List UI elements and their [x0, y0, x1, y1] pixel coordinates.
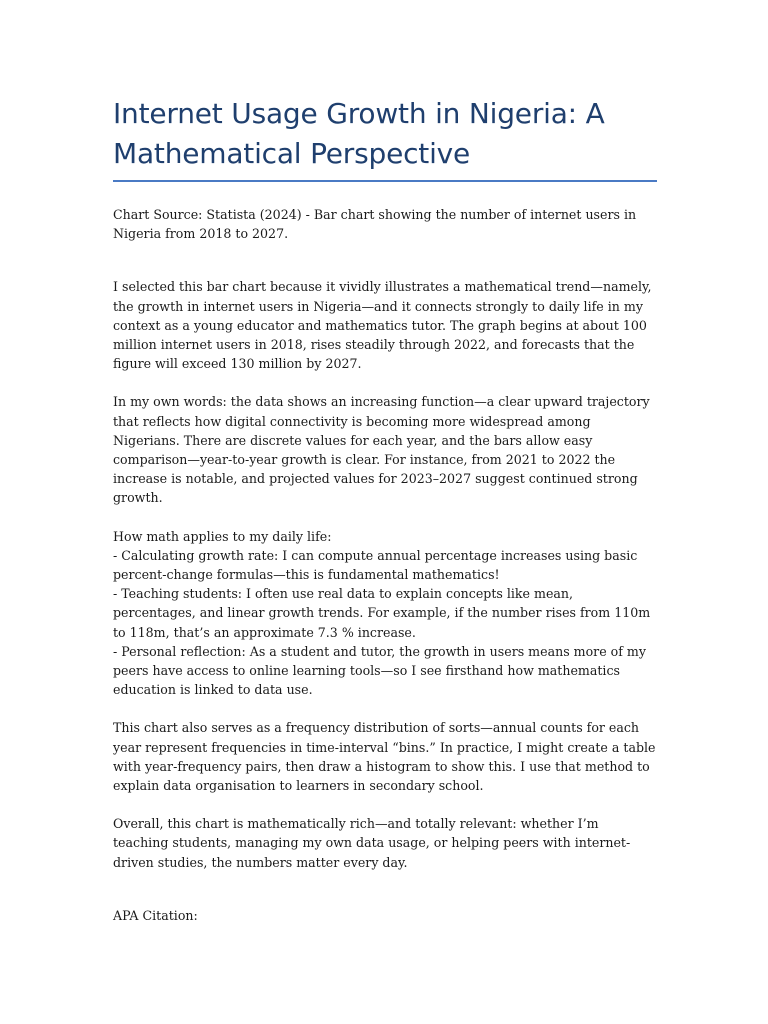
list-item-growth-rate: - Calculating growth rate: I can compute annual percentage increases using basic percent-change formulas—this is fundamental mathematics!	[113, 547, 638, 583]
intro-paragraph: I selected this bar chart because it vividly illustrates a mathematical trend—namely, the growth in internet users in Nigeria—and it connects strongly to daily life in my context as a young educator and mathematics tutor. The graph begins at about 100 million internet users in 2018, rises steadily through 2022, and forecasts that the figure will exceed 130 million by 2027.	[113, 279, 652, 372]
frequency-distribution-paragraph: This chart also serves as a frequency distribution of sorts—annual counts for each year represent frequencies in time-interval “bins.” In practice, I might create a table with year-frequency pairs, then draw a histogram to show this. I use that method to explain data organisation to learners in secondary school.	[113, 720, 656, 794]
chart-source-line: Chart Source: Statista (2024) - Bar chart showing the number of internet users in Nigeria from 2018 to 2027.	[113, 207, 637, 242]
math-daily-life-section	[113, 527, 657, 700]
document-page	[113, 94, 657, 925]
list-item-teaching-students: - Teaching students: I often use real data to explain concepts like mean, percentages, and linear growth trends. For example, if the number rises from 110m to 118m, that’s an approximate 7.3 % increase.	[113, 586, 651, 640]
own-words-paragraph: In my own words: the data shows an increasing function—a clear upward trajectory that reflects how digital connectivity is becoming more widespread among Nigerians. There are discrete values for each year, and the bars allow easy comparison—year-to-year growth is clear. For instance, from 2021 to 2022 the increase is notable, and projected values for 2023–2027 suggest continued strong growth.	[113, 394, 650, 506]
list-item-personal-reflection: - Personal reflection: As a student and tutor, the growth in users means more of my peers have access to online learning tools—so I see firsthand how mathematics education is linked to data use.	[113, 643, 646, 698]
document-title: Internet Usage Growth in Nigeria: A Mathematical Perspective	[113, 94, 657, 182]
apa-citation-label: APA Citation:	[113, 907, 198, 923]
overall-paragraph: Overall, this chart is mathematically rich—and totally relevant: whether I’m teaching students, managing my own data usage, or helping peers with internet-driven studies, the numbers matter every day.	[113, 816, 631, 870]
math-daily-life-heading: How math applies to my daily life:	[113, 528, 332, 544]
